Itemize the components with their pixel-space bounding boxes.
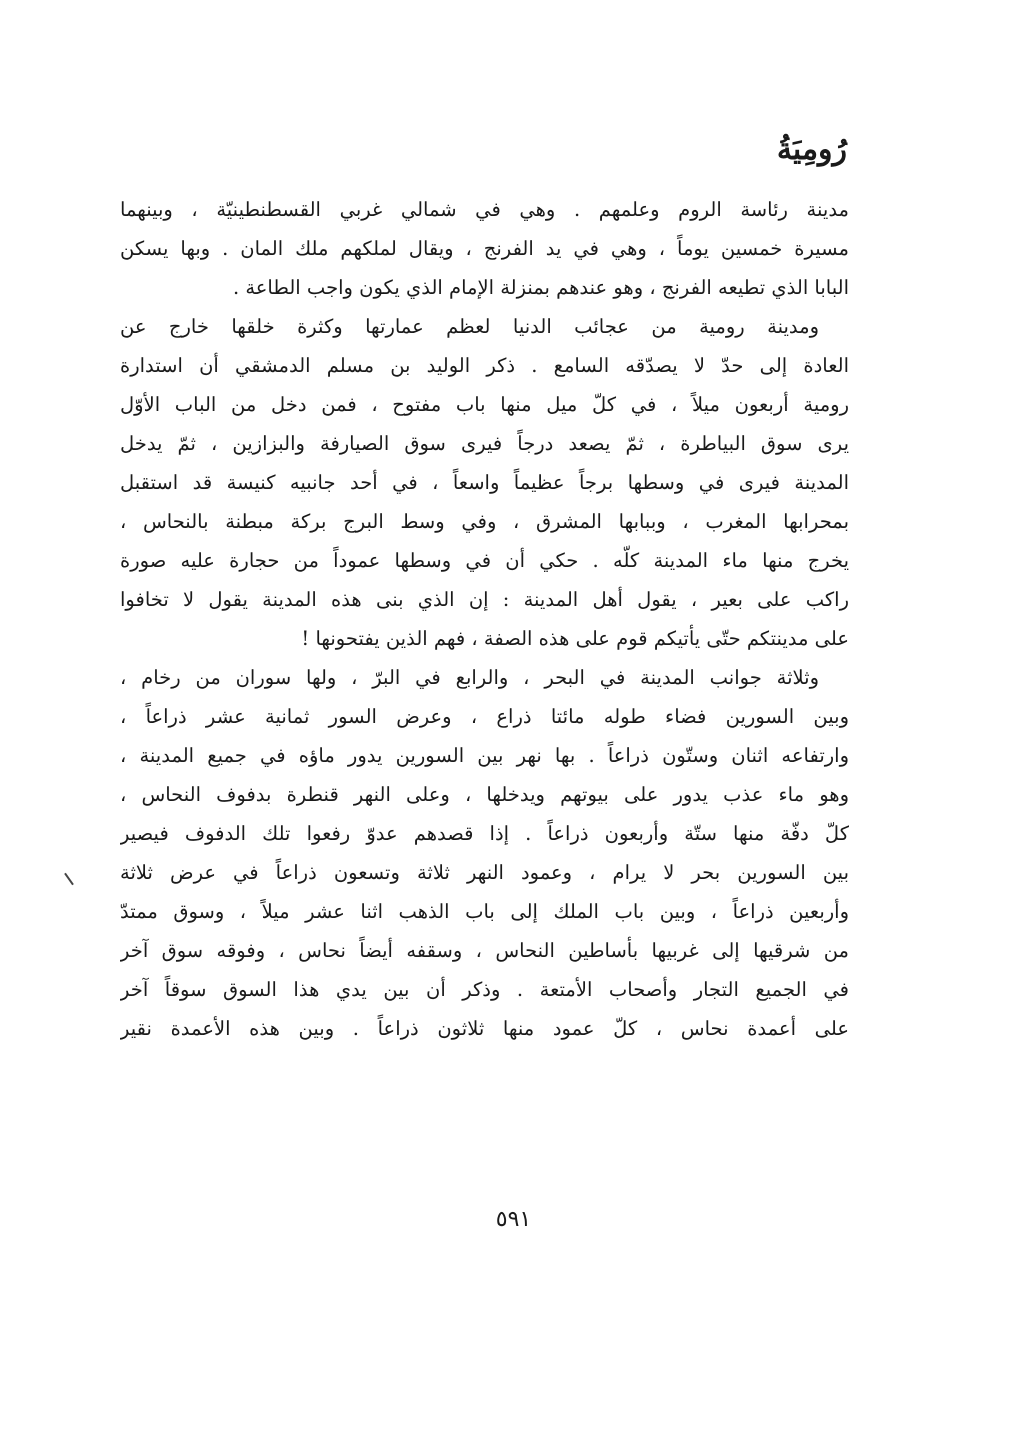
- text-line: المدينة فيرى في وسطها برجاً عظيماً واسعاً ، في أحد جانبيه كنيسة قد استقبل: [120, 471, 849, 494]
- text-line: كلّ دفّة منها ستّة وأربعون ذراعاً . إذا قصدهم عدوّ رفعوا تلك الدفوف فيصير: [120, 822, 849, 845]
- text-line: من شرقيها إلى غربيها بأساطين النحاس ، وسقفه أيضاً نحاس ، وفوقه سوق آخر: [120, 939, 849, 962]
- text-line: يرى سوق البياطرة ، ثمّ يصعد درجاً فيرى سوق الصيارفة والبزازين ، ثمّ يدخل: [120, 432, 849, 455]
- text-line: راكب على بعير ، يقول أهل المدينة : إن الذي بنى هذه المدينة يقول لا تخافوا: [120, 588, 849, 611]
- text-line: مدينة رئاسة الروم وعلمهم . وهي في شمالي غربي القسطنطينيّة ، وبينهما: [120, 198, 849, 221]
- scan-speck: [64, 873, 74, 886]
- text-line: مسيرة خمسين يوماً ، وهي في يد الفرنج ، ويقال لملكهم ملك المان . وبها يسكن: [120, 237, 849, 260]
- entry-heading: رُومِيَةُ: [776, 132, 847, 167]
- text-line: وأربعين ذراعاً ، وبين باب الملك إلى باب الذهب اثنا عشر ميلاً ، وسوق ممتدّ: [120, 900, 849, 923]
- text-line: ومدينة رومية من عجائب الدنيا لعظم عمارتها وكثرة خلقها خارج عن: [120, 315, 819, 338]
- text-line: البابا الذي تطيعه الفرنج ، وهو عندهم بمنزلة الإمام الذي يكون واجب الطاعة .: [232, 276, 849, 299]
- text-line: على مدينتكم حتّى يأتيكم قوم على هذه الصفة ، فهم الذين يفتحونها !: [301, 627, 849, 650]
- text-line: العادة إلى حدّ لا يصدّقه السامع . ذكر الوليد بن مسلم الدمشقي أن استدارة: [120, 354, 849, 377]
- text-line: وهو ماء عذب يدور على بيوتهم ويدخلها ، وعلى النهر قنطرة بدفوف النحاس ،: [120, 783, 849, 806]
- text-line: في الجميع التجار وأصحاب الأمتعة . وذكر أن بين يدي هذا السوق سوقاً آخر: [120, 978, 849, 1001]
- text-line: يخرج منها ماء المدينة كلّه . حكي أن في وسطها عموداً من حجارة عليه صورة: [120, 549, 849, 572]
- text-line: بين السورين بحر لا يرام ، وعمود النهر ثلاثة وتسعون ذراعاً في عرض ثلاثة: [120, 861, 849, 884]
- text-line: على أعمدة نحاس ، كلّ عمود منها ثلاثون ذراعاً . وبين هذه الأعمدة نقير: [120, 1017, 849, 1040]
- text-line: وارتفاعه اثنان وستّون ذراعاً . بها نهر بين السورين يدور ماؤه في جميع المدينة ،: [120, 744, 849, 767]
- text-line: وبين السورين فضاء طوله مائتا ذراع ، وعرض السور ثمانية عشر ذراعاً ،: [120, 705, 849, 728]
- page-number: ٥٩١: [495, 1207, 532, 1232]
- body-text: [120, 190, 849, 1048]
- text-line: رومية أربعون ميلاً ، في كلّ ميل منها باب مفتوح ، فمن دخل من الباب الأوّل: [120, 393, 849, 416]
- text-line: بمحرابها المغرب ، وببابها المشرق ، وفي وسط البرج بركة مبطنة بالنحاس ،: [120, 510, 849, 533]
- text-line: وثلاثة جوانب المدينة في البحر ، والرابع في البرّ ، ولها سوران من رخام ،: [120, 666, 819, 689]
